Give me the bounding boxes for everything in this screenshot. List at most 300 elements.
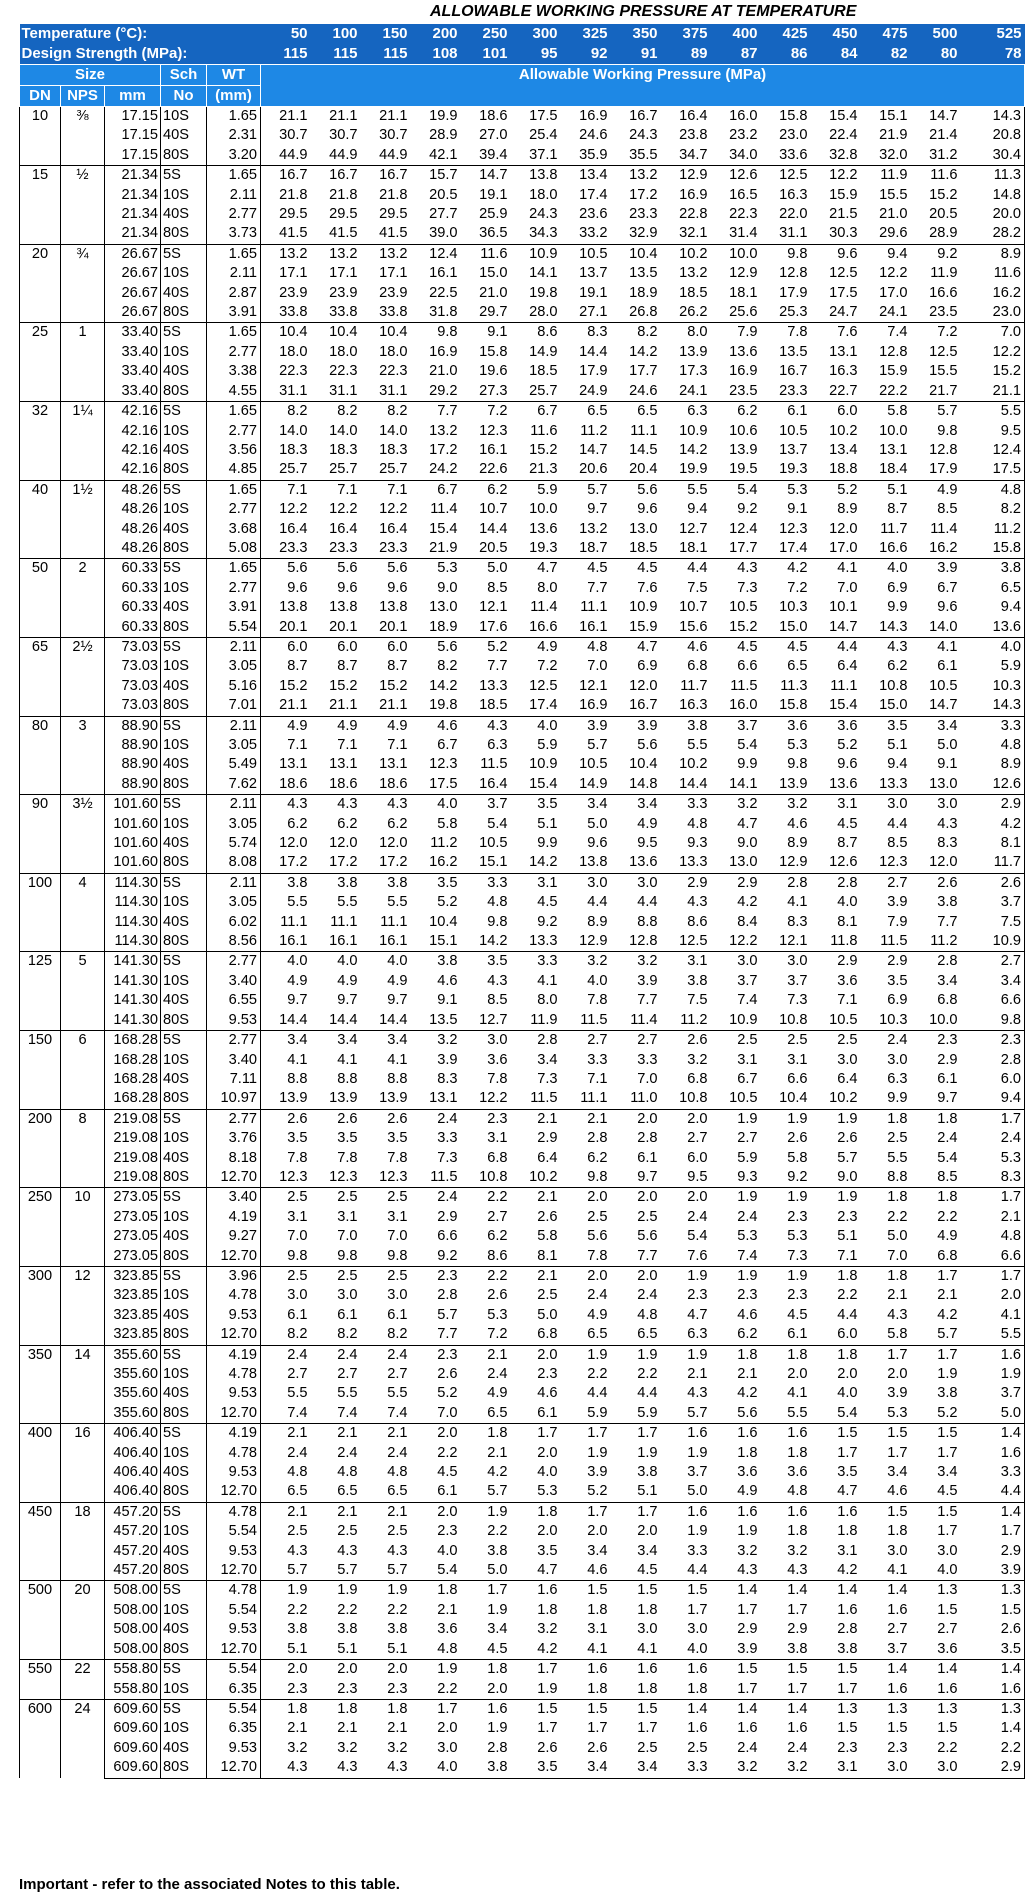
pressure-cell: 1.5 xyxy=(861,1424,911,1444)
pressure-cell: 8.0 xyxy=(661,323,711,343)
pressure-cell: 2.2 xyxy=(937,1208,958,1225)
pressure-cell: 4.0 xyxy=(311,952,361,972)
pressure-cell: 1.6 xyxy=(611,1660,661,1680)
pressure-cell: 3.8 xyxy=(937,894,958,911)
od-mm-cell: 42.16 xyxy=(105,460,161,480)
pressure-cell: 10.0 xyxy=(911,1011,961,1031)
table-row xyxy=(20,1168,1025,1188)
pressure-cell: 10.4 xyxy=(361,323,411,343)
pressure-cell: 1.9 xyxy=(761,1266,811,1286)
pressure-cell: 10.3 xyxy=(779,599,808,616)
pressure-cell: 12.9 xyxy=(661,166,711,186)
pressure-cell: 23.3 xyxy=(311,539,361,559)
pressure-cell: 4.3 xyxy=(361,795,411,815)
pressure-cell: 14.7 xyxy=(811,618,861,638)
pressure-cell: 33.8 xyxy=(361,303,411,323)
pressure-cell: 1.8 xyxy=(461,1660,511,1680)
pressure-cell: 4.4 xyxy=(661,1561,711,1581)
pressure-cell: 15.7 xyxy=(411,166,461,186)
schedule-cell: 80S xyxy=(161,539,207,559)
pressure-cell: 3.1 xyxy=(387,1208,408,1225)
pressure-cell: 12.1 xyxy=(761,932,811,952)
pressure-cell: 2.9 xyxy=(961,1758,1025,1778)
pressure-cell: 7.0 xyxy=(587,658,608,675)
pressure-cell: 16.6 xyxy=(861,539,911,559)
pressure-cell: 23.6 xyxy=(579,206,608,223)
pressure-cell: 3.5 xyxy=(837,1464,858,1481)
pressure-cell: 1.8 xyxy=(861,1188,911,1208)
pressure-cell: 21.0 xyxy=(429,363,458,380)
pressure-cell: 3.5 xyxy=(261,1129,311,1148)
pressure-cell: 4.6 xyxy=(411,716,461,736)
pressure-cell: 9.8 xyxy=(411,323,461,343)
pressure-cell: 5.5 xyxy=(337,894,358,911)
pressure-cell: 2.0 xyxy=(611,1188,661,1208)
pressure-cell: 13.8 xyxy=(511,166,561,186)
pressure-cell: 21.9 xyxy=(411,539,461,559)
pressure-cell: 4.8 xyxy=(687,815,708,832)
pressure-cell: 1.4 xyxy=(811,1581,861,1601)
od-mm-cell: 88.90 xyxy=(105,736,161,755)
pressure-cell: 1.9 xyxy=(587,1444,608,1461)
pressure-cell: 17.5 xyxy=(411,775,461,795)
table-row xyxy=(20,1680,1025,1700)
pressure-cell: 1.9 xyxy=(687,1523,708,1540)
pressure-cell: 1.6 xyxy=(811,1502,861,1522)
pressure-cell: 4.1 xyxy=(861,1561,911,1581)
pressure-cell: 16.0 xyxy=(711,696,761,716)
pressure-cell: 12.5 xyxy=(661,932,711,952)
pressure-cell: 13.9 xyxy=(679,343,708,360)
wall-thickness-cell: 5.54 xyxy=(207,1522,261,1541)
temperature-label: Temperature (°C): xyxy=(20,24,261,44)
pressure-cell: 3.3 xyxy=(437,1130,458,1147)
wall-thickness-cell: 7.01 xyxy=(207,696,261,716)
pressure-cell: 2.0 xyxy=(411,1424,461,1444)
pressure-cell: 1.3 xyxy=(961,1699,1025,1719)
pressure-cell: 1.7 xyxy=(787,1601,808,1618)
pressure-cell: 4.5 xyxy=(761,637,811,657)
pressure-cell: 11.4 xyxy=(611,1011,661,1031)
pressure-cell: 9.6 xyxy=(387,579,408,596)
pressure-cell: 5.0 xyxy=(961,1404,1025,1424)
pressure-cell: 3.5 xyxy=(411,873,461,893)
pressure-cell: 3.4 xyxy=(911,716,961,736)
pressure-cell: 4.8 xyxy=(961,480,1025,500)
mm-header: mm xyxy=(105,86,161,107)
pressure-cell: 2.4 xyxy=(487,1366,508,1382)
pressure-cell: 12.9 xyxy=(761,853,811,873)
pressure-cell: 25.3 xyxy=(761,303,811,323)
pressure-cell: 31.1 xyxy=(761,224,811,244)
pressure-cell: 5.8 xyxy=(437,815,458,832)
pressure-cell: 4.3 xyxy=(361,1758,411,1778)
design-strength-value: 78 xyxy=(961,44,1025,65)
od-mm-cell: 48.26 xyxy=(105,539,161,559)
pressure-cell: 15.4 xyxy=(811,696,861,716)
wall-thickness-cell: 4.78 xyxy=(207,1286,261,1305)
pressure-cell: 4.7 xyxy=(687,1306,708,1323)
pressure-cell: 8.9 xyxy=(787,835,808,852)
pressure-cell: 4.1 xyxy=(811,559,861,579)
od-mm-cell: 219.08 xyxy=(105,1129,161,1148)
pressure-cell: 2.2 xyxy=(261,1601,311,1620)
pressure-cell: 2.8 xyxy=(511,1031,561,1051)
nps-cell: 1¼ xyxy=(61,402,105,481)
pressure-cell: 21.1 xyxy=(961,382,1025,402)
pressure-cell: 4.3 xyxy=(687,894,708,911)
pressure-cell: 4.8 xyxy=(261,1463,311,1482)
pressure-cell: 8.8 xyxy=(637,913,658,930)
wall-thickness-cell: 3.38 xyxy=(207,362,261,381)
pressure-cell: 18.1 xyxy=(729,284,758,301)
pressure-cell: 3.4 xyxy=(311,1031,361,1051)
schedule-cell: 10S xyxy=(161,1208,207,1227)
pressure-cell: 2.6 xyxy=(487,1287,508,1304)
pressure-cell: 12.6 xyxy=(711,166,761,186)
pressure-cell: 2.5 xyxy=(311,1188,361,1208)
pressure-cell: 3.5 xyxy=(537,1542,558,1559)
pressure-cell: 2.7 xyxy=(887,1621,908,1638)
pressure-cell: 16.5 xyxy=(729,186,758,203)
pressure-cell: 2.1 xyxy=(887,1287,908,1304)
pressure-cell: 31.4 xyxy=(711,224,761,244)
pressure-cell: 6.1 xyxy=(761,1325,811,1345)
pressure-cell: 4.9 xyxy=(587,1306,608,1323)
pressure-cell: 2.5 xyxy=(887,1130,908,1147)
wall-thickness-cell: 2.77 xyxy=(207,500,261,519)
nps-cell: ½ xyxy=(61,166,105,245)
pressure-cell: 15.8 xyxy=(761,696,811,716)
pressure-cell: 8.1 xyxy=(511,1247,561,1267)
pressure-cell: 2.8 xyxy=(761,873,811,893)
pressure-cell: 10.3 xyxy=(961,677,1025,696)
pressure-cell: 3.7 xyxy=(461,795,511,815)
header-row-1 xyxy=(20,65,1025,86)
wt-header: WT xyxy=(207,65,261,86)
pressure-cell: 16.7 xyxy=(611,696,661,716)
pressure-cell: 1.6 xyxy=(661,1424,711,1444)
pressure-cell: 4.3 xyxy=(687,1385,708,1402)
pressure-cell: 13.1 xyxy=(879,441,908,458)
table-row xyxy=(20,186,1025,205)
pressure-cell: 7.5 xyxy=(687,579,708,596)
pressure-cell: 15.6 xyxy=(661,618,711,638)
pressure-cell: 16.3 xyxy=(779,186,808,203)
pressure-cell: 29.5 xyxy=(379,206,408,223)
pressure-cell: 4.0 xyxy=(837,1385,858,1402)
schedule-cell: 5S xyxy=(161,795,207,815)
pressure-cell: 10.4 xyxy=(429,913,458,930)
pressure-cell: 4.9 xyxy=(387,972,408,989)
table-row xyxy=(20,853,1025,873)
od-mm-cell: 88.90 xyxy=(105,755,161,774)
pressure-cell: 11.9 xyxy=(511,1011,561,1031)
pressure-cell: 26.2 xyxy=(661,303,711,323)
size-group xyxy=(20,716,1025,795)
pressure-cell: 3.2 xyxy=(687,1051,708,1068)
pressure-cell: 16.4 xyxy=(661,107,711,127)
pressure-cell: 18.9 xyxy=(411,618,461,638)
pressure-cell: 37.1 xyxy=(511,146,561,166)
pressure-cell: 3.8 xyxy=(311,873,361,893)
pressure-cell: 6.1 xyxy=(937,1070,958,1087)
pressure-cell: 9.5 xyxy=(661,1168,711,1188)
pressure-cell: 3.8 xyxy=(811,1640,861,1660)
size-group xyxy=(20,1502,1025,1581)
pressure-cell: 3.7 xyxy=(787,972,808,989)
wall-thickness-cell: 9.53 xyxy=(207,1384,261,1403)
wall-thickness-cell: 1.65 xyxy=(207,107,261,127)
pressure-cell: 2.6 xyxy=(537,1739,558,1756)
pressure-cell: 4.5 xyxy=(561,559,611,579)
pressure-cell: 1.5 xyxy=(561,1581,611,1601)
pressure-cell: 9.0 xyxy=(811,1168,861,1188)
wall-thickness-cell: 6.35 xyxy=(207,1719,261,1738)
pressure-cell: 2.0 xyxy=(661,1109,711,1129)
pressure-cell: 1.5 xyxy=(611,1581,661,1601)
pressure-cell: 4.0 xyxy=(537,1464,558,1481)
od-mm-cell: 26.67 xyxy=(105,244,161,264)
pressure-cell: 8.9 xyxy=(837,501,858,518)
schedule-cell: 5S xyxy=(161,480,207,500)
pressure-cell: 18.5 xyxy=(461,696,511,716)
pressure-cell: 12.0 xyxy=(911,853,961,873)
pressure-cell: 6.8 xyxy=(687,1070,708,1087)
table-row xyxy=(20,1089,1025,1109)
pressure-cell: 5.1 xyxy=(837,1228,858,1245)
pressure-cell: 3.0 xyxy=(761,952,811,972)
pressure-cell: 11.2 xyxy=(580,422,608,439)
pressure-cell: 11.1 xyxy=(630,422,658,439)
pressure-cell: 16.3 xyxy=(661,696,711,716)
pressure-cell: 21.9 xyxy=(879,127,908,144)
table-row xyxy=(20,1542,1025,1561)
pressure-cell: 1.8 xyxy=(911,1109,961,1129)
pressure-cell: 2.1 xyxy=(261,1719,311,1738)
pressure-cell: 10.5 xyxy=(479,835,508,852)
pressure-cell: 2.1 xyxy=(261,1424,311,1444)
pressure-cell: 16.9 xyxy=(561,696,611,716)
pressure-cell: 3.5 xyxy=(337,1130,358,1147)
pressure-cell: 1.9 xyxy=(311,1581,361,1601)
pressure-cell: 10.4 xyxy=(261,323,311,343)
pressure-cell: 4.8 xyxy=(761,1482,811,1502)
pressure-cell: 4.0 xyxy=(661,1640,711,1660)
od-mm-cell: 21.34 xyxy=(105,166,161,186)
pressure-cell: 4.5 xyxy=(711,637,761,657)
pressure-cell: 3.4 xyxy=(937,972,958,989)
od-mm-cell: 273.05 xyxy=(105,1247,161,1267)
nps-cell: 8 xyxy=(61,1109,105,1188)
pressure-cell: 3.7 xyxy=(711,716,761,736)
pressure-cell: 7.0 xyxy=(261,1227,311,1246)
pressure-cell: 4.2 xyxy=(961,815,1025,834)
pressure-cell: 8.8 xyxy=(337,1070,358,1087)
pressure-cell: 1.7 xyxy=(511,1660,561,1680)
pressure-cell: 1.6 xyxy=(761,1424,811,1444)
wall-thickness-cell: 12.70 xyxy=(207,1482,261,1502)
pressure-cell: 2.5 xyxy=(261,1522,311,1541)
pressure-cell: 11.2 xyxy=(961,520,1025,539)
od-mm-cell: 114.30 xyxy=(105,932,161,952)
pressure-cell: 12.7 xyxy=(461,1011,511,1031)
pressure-cell: 22.5 xyxy=(429,284,458,301)
pressure-cell: 9.0 xyxy=(737,835,758,852)
pressure-cell: 18.7 xyxy=(561,539,611,559)
pressure-cell: 4.4 xyxy=(961,1482,1025,1502)
table-row xyxy=(20,1109,1025,1129)
pressure-cell: 8.1 xyxy=(961,834,1025,853)
pressure-cell: 8.4 xyxy=(737,913,758,930)
schedule-cell: 40S xyxy=(161,598,207,617)
pressure-cell: 12.0 xyxy=(379,835,408,852)
wall-thickness-cell: 1.65 xyxy=(207,244,261,264)
pressure-cell: 4.9 xyxy=(361,716,411,736)
pressure-cell: 10.4 xyxy=(761,1089,811,1109)
pressure-cell: 12.1 xyxy=(479,599,508,616)
pressure-cell: 5.2 xyxy=(561,1482,611,1502)
pressure-cell: 9.7 xyxy=(337,992,358,1009)
pressure-cell: 1.6 xyxy=(761,1502,811,1522)
od-mm-cell: 33.40 xyxy=(105,382,161,402)
pressure-cell: 2.6 xyxy=(661,1031,711,1051)
pressure-cell: 8.3 xyxy=(961,1168,1025,1188)
pressure-cell: 3.8 xyxy=(261,873,311,893)
pressure-cell: 8.5 xyxy=(887,835,908,852)
pressure-cell: 5.6 xyxy=(637,1228,658,1245)
table-row xyxy=(20,303,1025,323)
pressure-cell: 1.6 xyxy=(911,1680,961,1700)
temperature-value: 350 xyxy=(611,24,661,44)
pressure-cell: 20.8 xyxy=(961,126,1025,145)
table-row xyxy=(20,755,1025,774)
pressure-cell: 21.5 xyxy=(829,206,858,223)
od-mm-cell: 114.30 xyxy=(105,913,161,932)
pressure-cell: 1.8 xyxy=(311,1699,361,1719)
pressure-cell: 3.3 xyxy=(587,1051,608,1068)
pressure-cell: 4.0 xyxy=(361,952,411,972)
table-row xyxy=(20,1424,1025,1444)
pressure-cell: 12.4 xyxy=(411,244,461,264)
pressure-cell: 20.5 xyxy=(929,206,958,223)
wall-thickness-cell: 2.87 xyxy=(207,284,261,303)
pressure-cell: 4.7 xyxy=(611,637,661,657)
pressure-cell: 14.3 xyxy=(961,696,1025,716)
pressure-cell: 5.9 xyxy=(537,737,558,753)
wall-thickness-cell: 4.78 xyxy=(207,1444,261,1463)
pressure-cell: 3.0 xyxy=(337,1287,358,1304)
pressure-cell: 6.4 xyxy=(837,1070,858,1087)
pressure-cell: 6.4 xyxy=(537,1149,558,1166)
pressure-cell: 2.9 xyxy=(537,1130,558,1147)
pressure-cell: 12.1 xyxy=(579,677,608,694)
table-row xyxy=(20,539,1025,559)
pressure-cell: 12.3 xyxy=(361,1168,411,1188)
od-mm-cell: 21.34 xyxy=(105,205,161,224)
pressure-cell: 14.4 xyxy=(311,1011,361,1031)
pressure-cell: 1.9 xyxy=(811,1109,861,1129)
table-row xyxy=(20,657,1025,676)
od-mm-cell: 457.20 xyxy=(105,1502,161,1522)
od-mm-cell: 355.60 xyxy=(105,1384,161,1403)
pressure-cell: 15.2 xyxy=(379,677,408,694)
pressure-cell: 5.1 xyxy=(361,1640,411,1660)
pressure-cell: 5.6 xyxy=(611,480,661,500)
pressure-cell: 5.7 xyxy=(911,1325,961,1345)
pressure-cell: 15.9 xyxy=(829,186,858,203)
pressure-cell: 5.2 xyxy=(811,480,861,500)
pressure-cell: 2.3 xyxy=(461,1109,511,1129)
pressure-cell: 16.6 xyxy=(929,284,958,301)
pressure-cell: 1.9 xyxy=(511,1680,561,1700)
pressure-cell: 6.8 xyxy=(487,1149,508,1166)
pressure-cell: 5.2 xyxy=(911,1404,961,1424)
schedule-cell: 40S xyxy=(161,1620,207,1639)
pressure-cell: 6.5 xyxy=(311,1482,361,1502)
pressure-cell: 4.3 xyxy=(261,1542,311,1561)
pressure-cell: 21.0 xyxy=(879,206,908,223)
schedule-cell: 10S xyxy=(161,657,207,676)
table-row xyxy=(20,1719,1025,1738)
pressure-cell: 5.1 xyxy=(611,1482,661,1502)
pressure-cell: 1.8 xyxy=(787,1444,808,1461)
wall-thickness-cell: 2.11 xyxy=(207,637,261,657)
pressure-cell: 5.0 xyxy=(661,1482,711,1502)
pressure-cell: 2.6 xyxy=(787,1130,808,1147)
pressure-cell: 6.4 xyxy=(837,658,858,675)
pressure-cell: 20.5 xyxy=(461,539,511,559)
pressure-cell: 9.3 xyxy=(687,835,708,852)
pressure-cell: 4.0 xyxy=(587,972,608,989)
nps-cell: 22 xyxy=(61,1660,105,1700)
pressure-cell: 14.8 xyxy=(611,775,661,795)
pressure-cell: 9.4 xyxy=(887,756,908,773)
dn-cell: 90 xyxy=(20,795,61,874)
pressure-cell: 5.4 xyxy=(737,737,758,753)
pressure-cell: 3.6 xyxy=(787,1464,808,1481)
pressure-cell: 8.0 xyxy=(537,579,558,596)
pressure-cell: 4.9 xyxy=(937,1228,958,1245)
pressure-cell: 8.7 xyxy=(887,501,908,518)
pressure-cell: 35.5 xyxy=(611,146,661,166)
pressure-cell: 9.1 xyxy=(937,756,958,773)
pressure-cell: 12.3 xyxy=(429,756,458,773)
pressure-cell: 5.7 xyxy=(311,1561,361,1581)
od-mm-cell: 60.33 xyxy=(105,559,161,579)
pressure-cell: 16.1 xyxy=(561,618,611,638)
pressure-cell: 1.6 xyxy=(961,1345,1025,1365)
pressure-cell: 7.4 xyxy=(311,1404,361,1424)
pressure-cell: 1.6 xyxy=(661,1660,711,1680)
pressure-cell: 8.5 xyxy=(487,992,508,1009)
pressure-cell: 4.0 xyxy=(261,952,311,972)
pressure-cell: 4.0 xyxy=(911,1561,961,1581)
pressure-cell: 7.8 xyxy=(261,1149,311,1168)
pressure-cell: 7.2 xyxy=(911,323,961,343)
table-row xyxy=(20,126,1025,145)
pressure-cell: 1.8 xyxy=(711,1345,761,1365)
pressure-cell: 6.1 xyxy=(411,1482,461,1502)
pressure-cell: 9.4 xyxy=(861,244,911,264)
pressure-cell: 31.2 xyxy=(911,146,961,166)
od-mm-cell: 73.03 xyxy=(105,677,161,696)
pressure-cell: 4.3 xyxy=(311,1758,361,1778)
pressure-cell: 4.4 xyxy=(637,1385,658,1402)
pressure-cell: 7.4 xyxy=(737,992,758,1009)
pressure-cell: 1.5 xyxy=(937,1720,958,1737)
wall-thickness-cell: 2.11 xyxy=(207,186,261,205)
